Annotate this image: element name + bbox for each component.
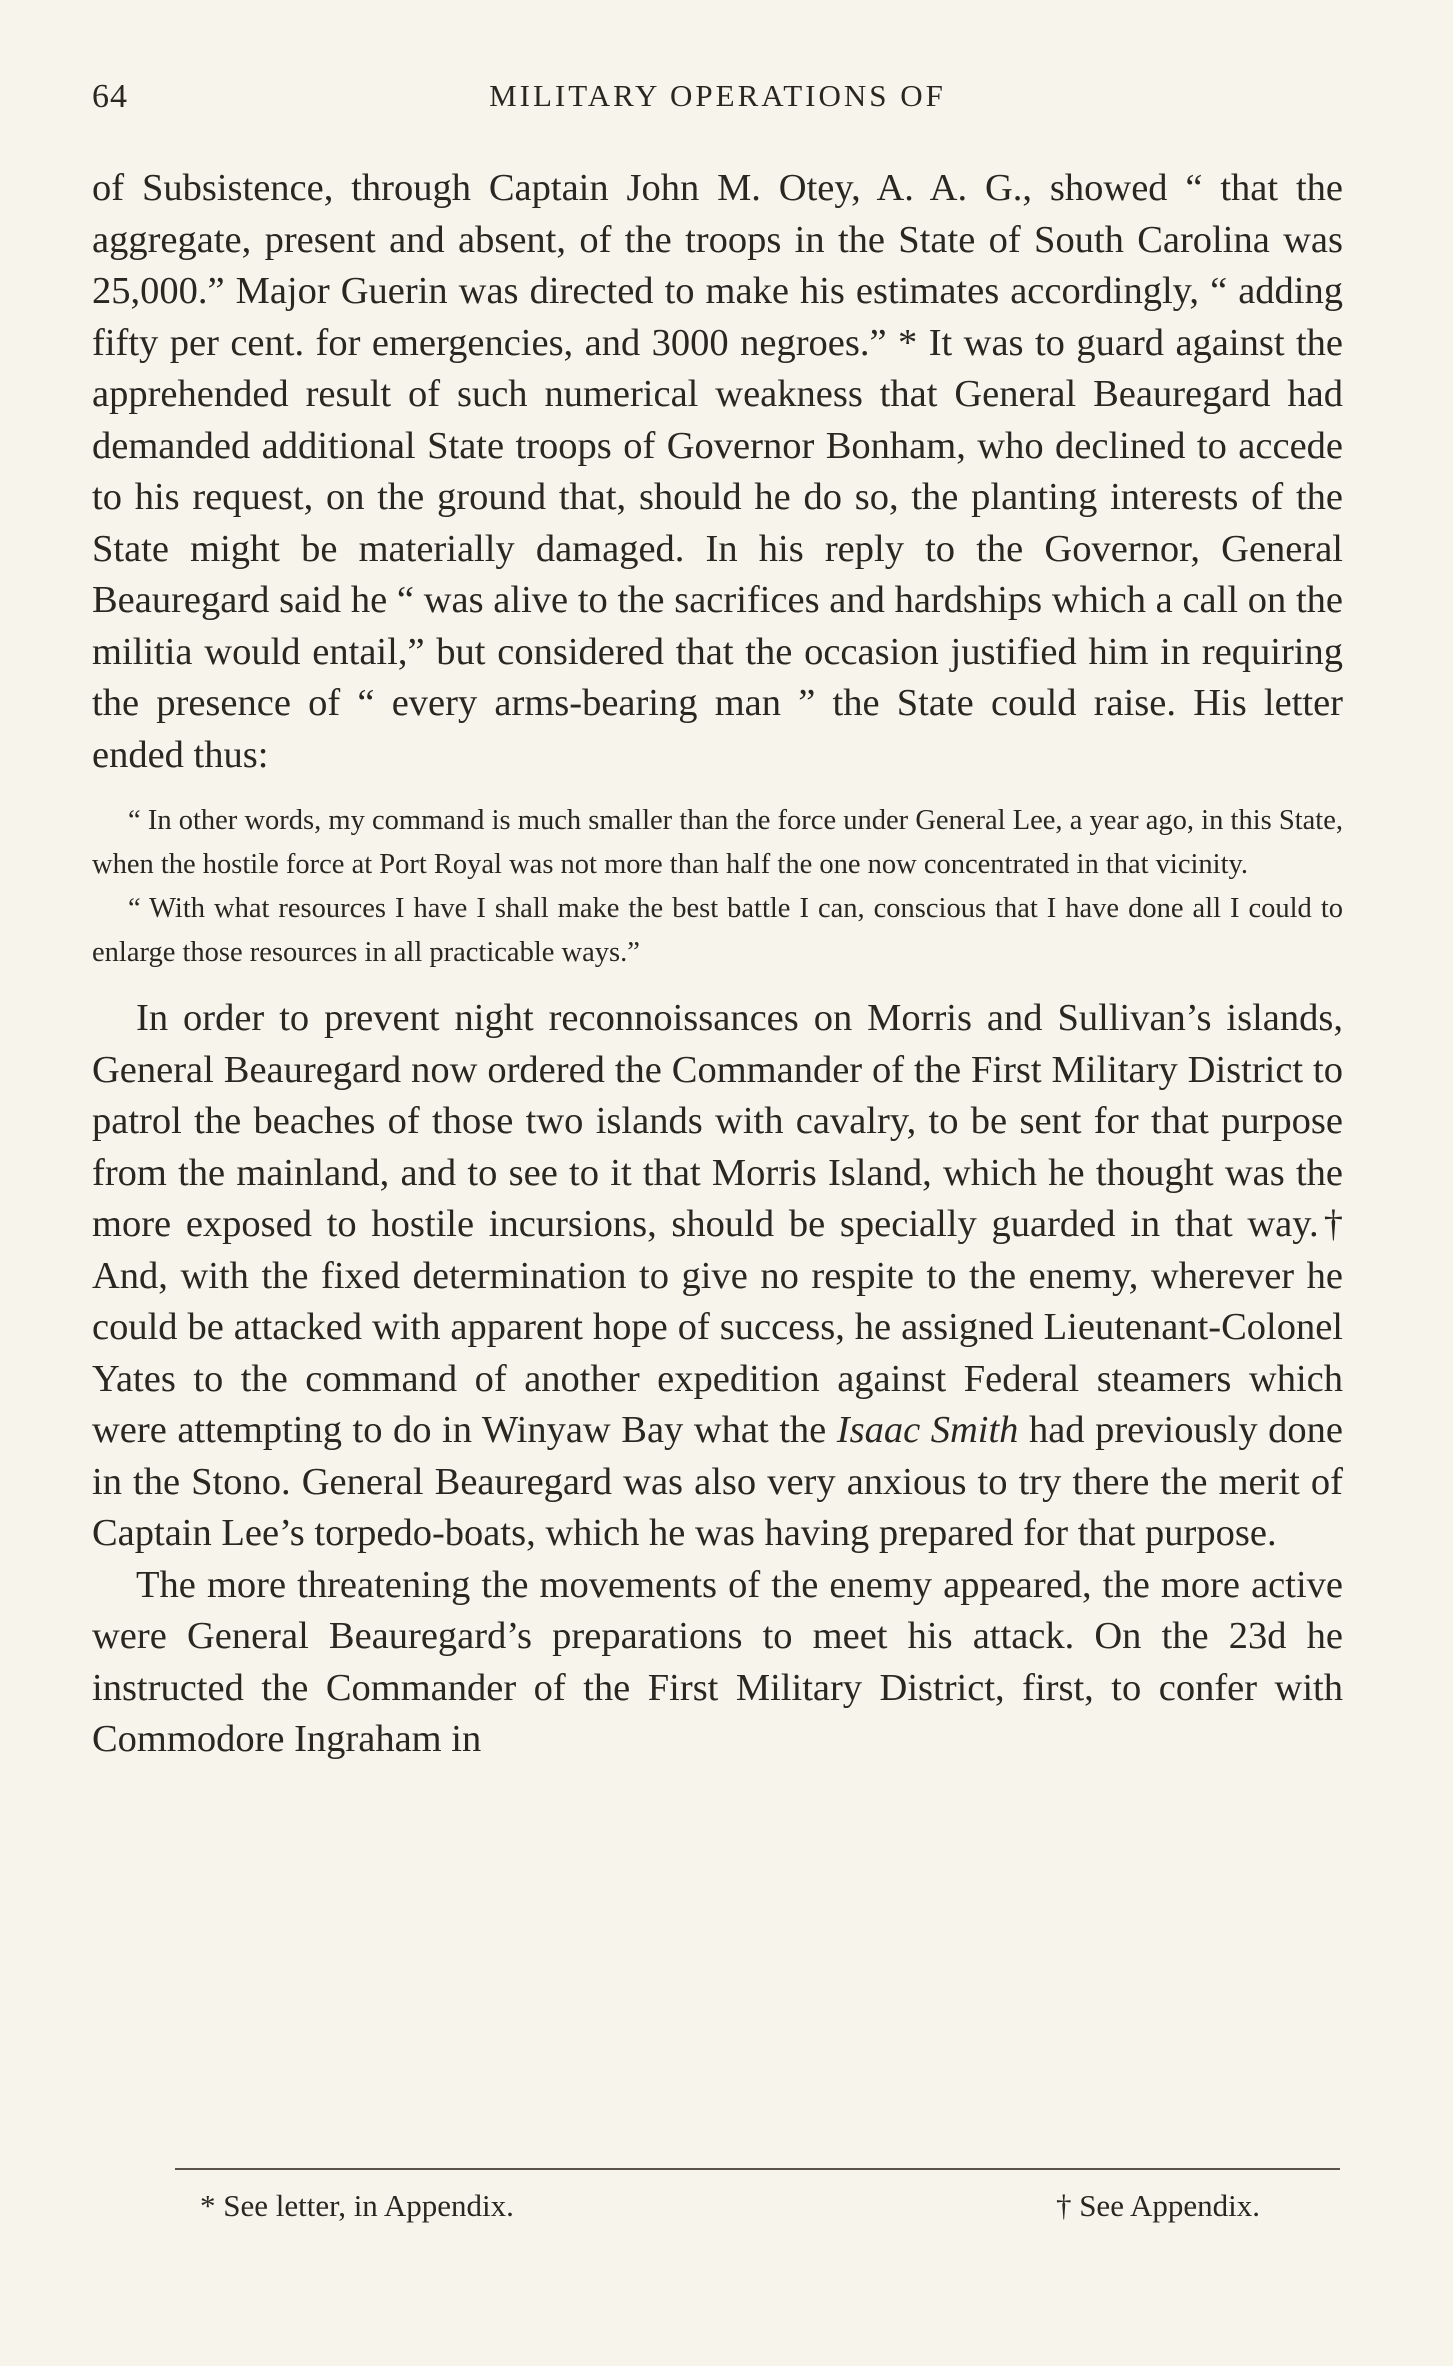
footnote-star: * See letter, in Appendix. — [200, 2188, 514, 2223]
page-number: 64 — [92, 78, 128, 115]
block-quote — [92, 799, 1343, 975]
page-header — [92, 78, 1343, 128]
paragraph-2-part-2: had previously done in the Stono. General Beauregard was also very anxious to try there the merit of Captain Lee’s torpedo-boats, which he was having prepared for that purpose. — [92, 1409, 1343, 1554]
paragraph-2-part-1: In order to prevent night reconnoissances on Morris and Sullivan’s islands, General Beauregard now ordered the Commander of the First Military District to patrol the beaches of those two islands with cavalry, to be sent for that purpose from the mainland, and to see to it that Morris Island, which he thought was the more exposed to hostile incursions, should be specially guarded in that way.† And, with the fixed determination to give no respite to the enemy, wherever he could be attacked with apparent hope of success, he assigned Lieutenant-Colonel Yates to the command of another expedition against Federal steamers which were attempting to do in Winyaw Bay what the — [92, 997, 1343, 1451]
footnote-dagger: † See Appendix. — [1055, 2188, 1260, 2223]
body-text — [92, 163, 1343, 1766]
footnotes — [200, 2188, 1260, 2224]
quote-paragraph-1: “ In other words, my command is much smaller than the force under General Lee, a year ago, in this State, when the hostile force at Port Royal was not more than half the one now concentrated in that vicinity. — [92, 805, 1343, 880]
running-title: MILITARY OPERATIONS OF — [489, 78, 946, 113]
footnote-divider — [175, 2168, 1340, 2170]
ship-name: Isaac Smith — [836, 1409, 1019, 1451]
paragraph-2 — [92, 993, 1343, 1560]
paragraph-3: The more threatening the movements of the enemy appeared, the more active were General Beauregard’s preparations to meet his attack. On the 23d he instructed the Commander of the First Military District, first, to confer with Commodore Ingraham in — [92, 1563, 1343, 1760]
quote-paragraph-2: “ With what resources I have I shall make the best battle I can, conscious that I have done all I could to enlarge those resources in all practicable ways.” — [92, 893, 1343, 968]
paragraph-1: of Subsistence, through Captain John M. Otey, A. A. G., showed “ that the aggregate, present and absent, of the troops in the State of South Carolina was 25,000.” Major Guerin was directed to make his estimates accordingly, “ adding fifty per cent. for emergencies, and 3000 negroes.” * It was to guard against the apprehended result of such numerical weakness that General Beauregard had demanded additional State troops of Governor Bonham, who declined to accede to his request, on the ground that, should he do so, the planting interests of the State might be materially damaged. In his reply to the Governor, General Beauregard said he “ was alive to the sacrifices and hardships which a call on the militia would entail,” but considered that the occasion justified him in requiring the presence of “ every arms-bearing man ” the State could raise. His letter ended thus: — [92, 167, 1343, 776]
